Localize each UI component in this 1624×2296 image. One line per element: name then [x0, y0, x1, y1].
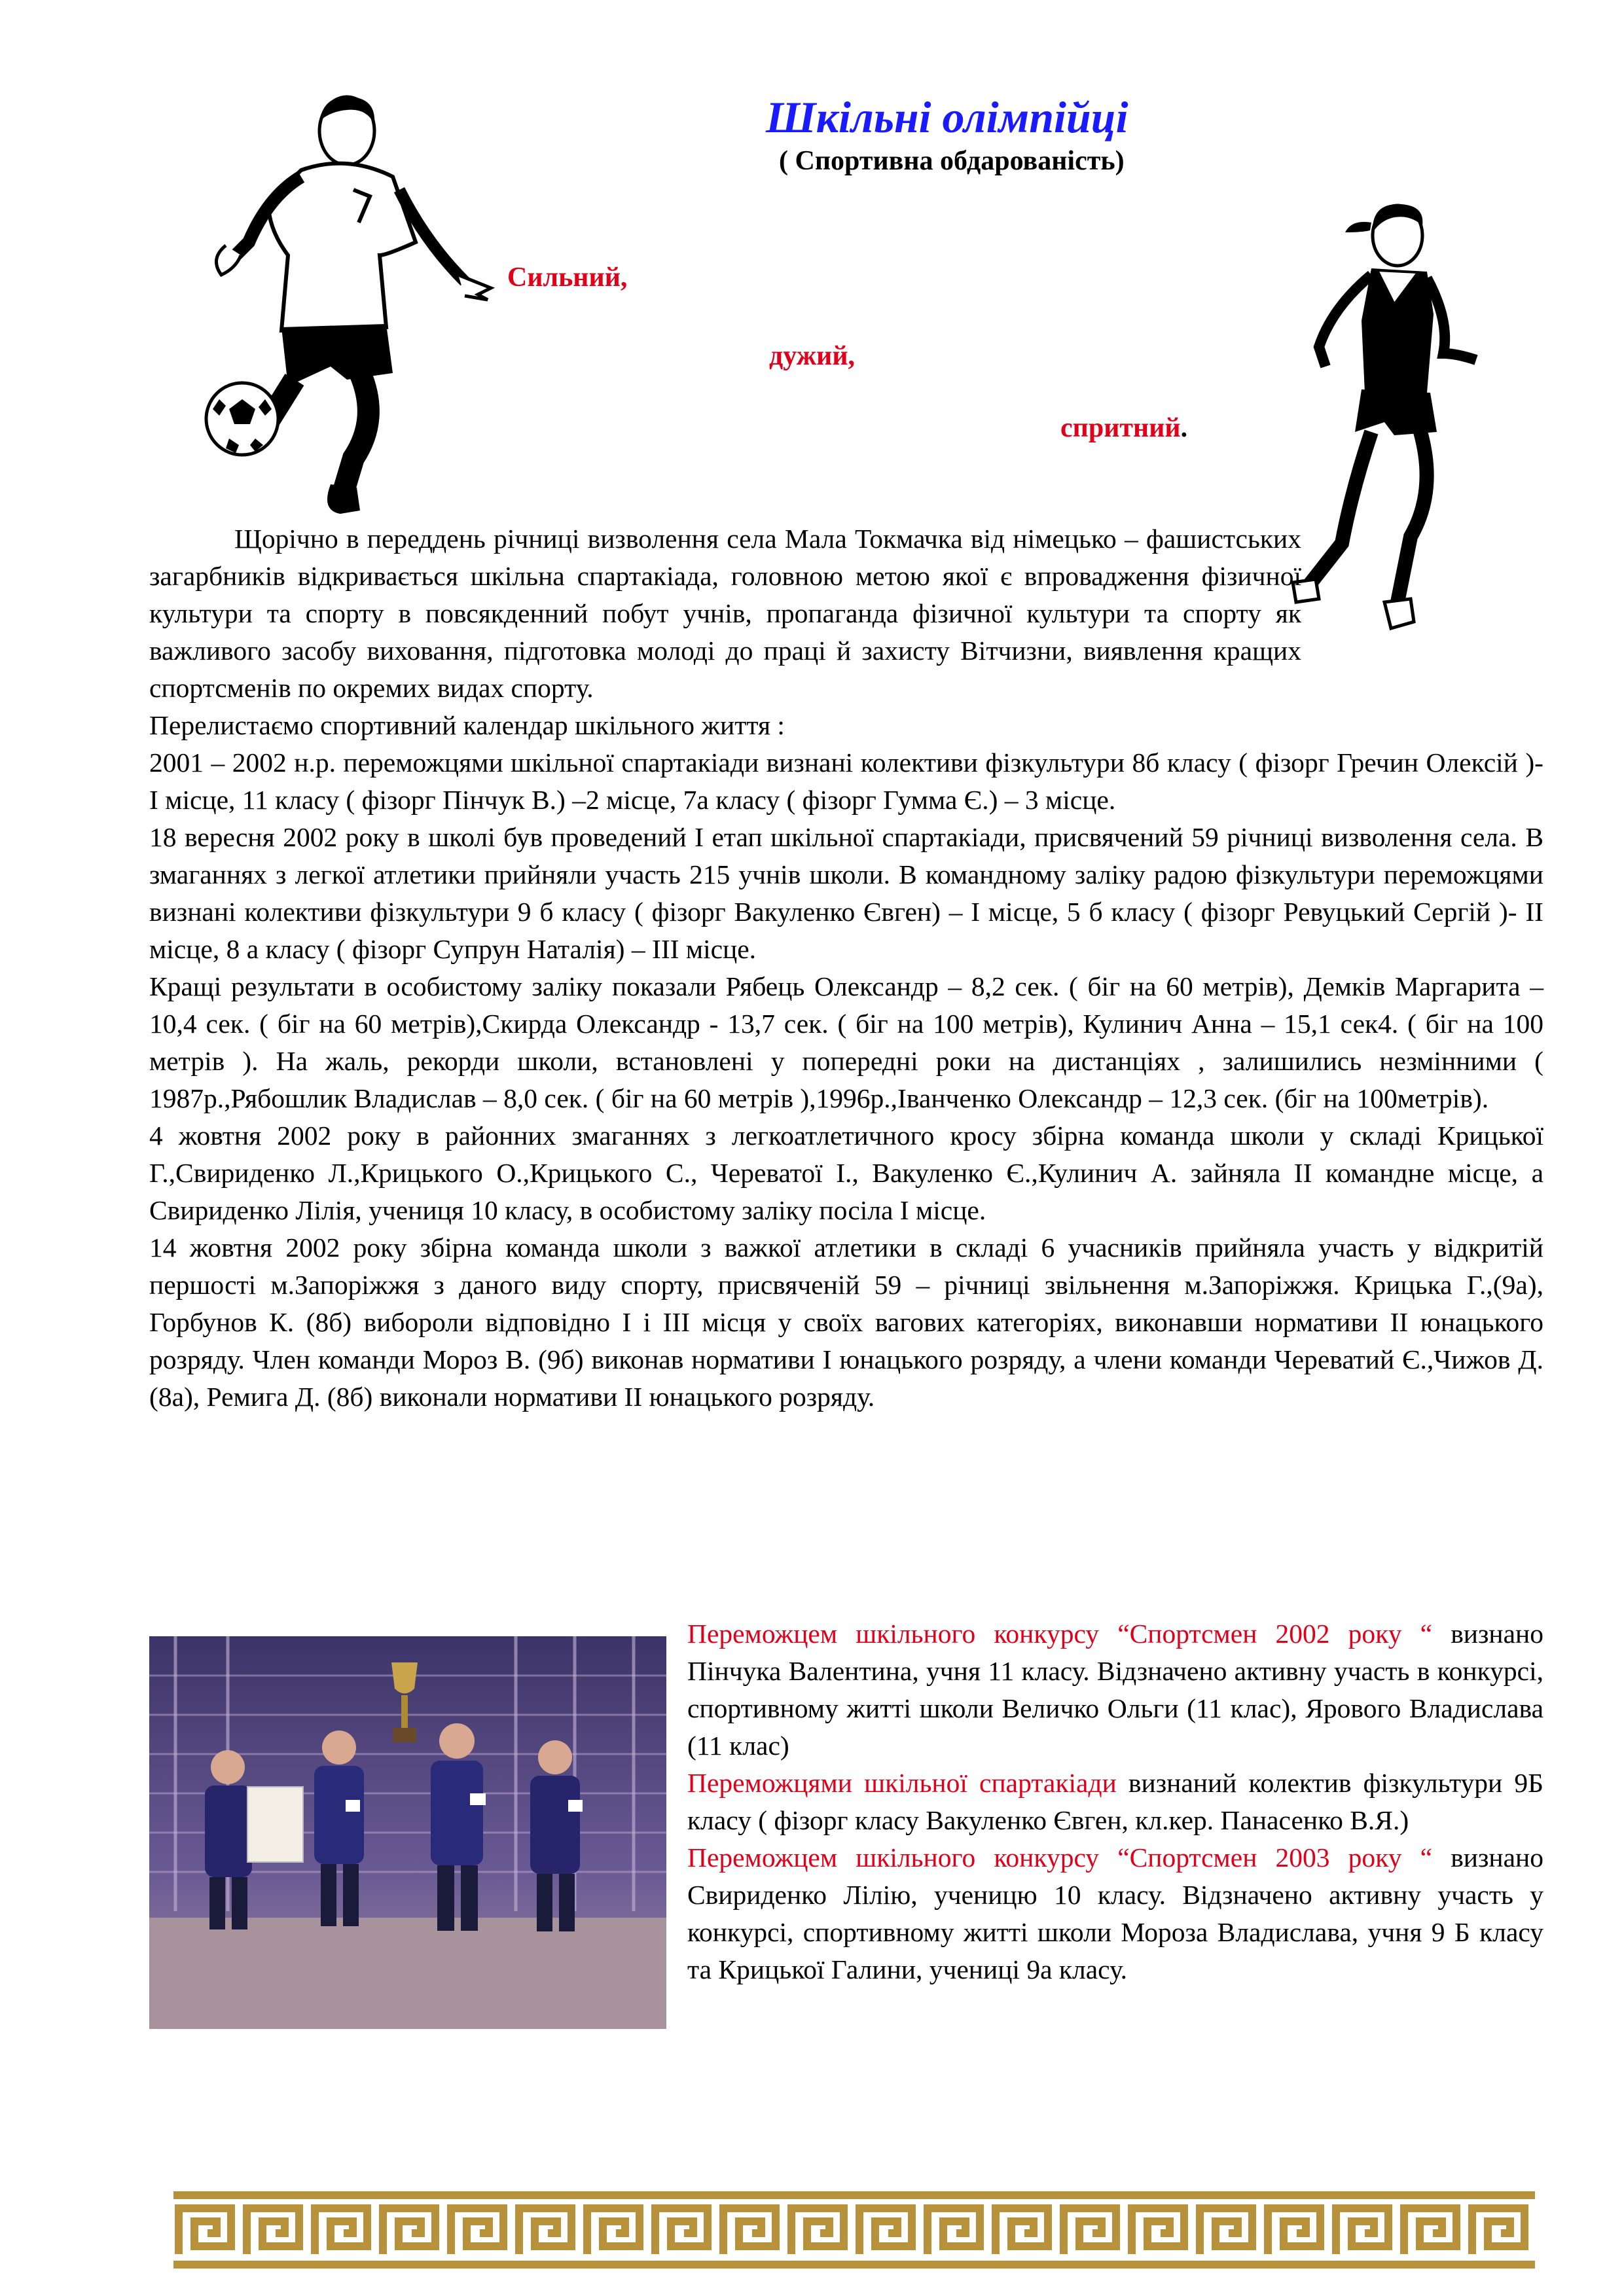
- paragraph-calendar: Перелистаємо спортивний календар шкільного життя :: [149, 710, 785, 740]
- greek-key-border: [173, 2191, 1535, 2269]
- slogan-strong: Сильний,: [507, 262, 628, 293]
- page-subtitle: ( Спортивна обдарованість): [779, 146, 1125, 176]
- page-title: Шкільні олімпійці: [766, 92, 1128, 142]
- slogan-agile: спритний.: [1060, 413, 1188, 443]
- paragraph-sept-2002: 18 вересня 2002 року в школі був проведений І етап шкільної спартакіади, присвячений 59 річниці визволення села. В змаганнях з легкої атлетики прийняли участь 215 учнів школи. В командному заліку радою фізкультури переможцями визнані колективи фізкультури 9 б класу ( фізорг Вакуленко Євген) – І місце, 5 б класу ( фізорг Ревуцький Сергій )- ІІ місце, 8 а класу ( фізорг Супрун Наталія) – ІІІ місце.: [149, 822, 1543, 964]
- paragraph-results: Кращі результати в особистому заліку показали Рябець Олександр – 8,2 сек. ( біг на 60 метрів), Демків Маргарита – 10,4 сек. ( біг на 60 метрів),Скирда Олександр - 13,7 сек. ( біг на 100 метрів), Кулинич Анна – 15,1 сек4. ( біг на 100 метрів ). На жаль, рекорди школи, встановлені у попередні роки на дистанціях , залишились незмінними ( 1987р.,Рябошлик Владислав – 8,0 сек. ( біг на 60 метрів ),1996р.,Іванченко Олександр – 12,3 сек. (біг на 100метрів).: [149, 971, 1543, 1113]
- paragraph-2001: 2001 – 2002 н.р. переможцями шкільної спартакіади визнані колективи фізкультури 8б класу ( фізорг Гречин Олексій )- І місце, 11 класу ( фізорг Пінчук В.) –2 місце, 7а класу ( фізорг Гумма Є.) – 3 місце.: [149, 747, 1543, 815]
- article-body: [149, 520, 1543, 1416]
- football-player-icon: [190, 92, 497, 517]
- award-2003: Переможцем шкільного конкурсу “Спортсмен 2003 року “ визнано Свириденко Лілію, ученицю 10 класу. Відзначено активну участь у конкурсі, спортивному житті школи Мороза Владислава, учня 9 Б класу та Крицької Галини, учениці 9а класу.: [687, 1842, 1543, 1984]
- slogan-powerful: дужий,: [769, 341, 856, 371]
- award-spartakiad: Переможцями шкільної спартакіади визнаний колектив фізкультури 9Б класу ( фізорг класу Вакуленко Євген, кл.кер. Панасенко В.Я.): [687, 1768, 1543, 1835]
- paragraph-oct4-2002: 4 жовтня 2002 року в районних змаганнях з легкоатлетичного кросу збірна команда школи у складі Крицької Г.,Свириденко Л.,Крицького О.,Крицького С., Череватої І., Вакуленко Є.,Кулинич А. зайняла ІІ командне місце, а Свириденко Лілія, учениця 10 класу, в особистому заліку посіла І місце.: [149, 1121, 1543, 1225]
- team-photo: [149, 1636, 666, 2029]
- awards-section: [687, 1615, 1543, 1988]
- paragraph-oct14-2002: 14 жовтня 2002 року збірна команда школи з важкої атлетики в складі 6 учасників прийняла участь у відкритій першості м.Запоріжжя з даного виду спорту, присвяченій 59 – річниці звільнення м.Запоріжжя. Крицька Г.,(9а), Горбунов К. (8б) вибороли відповідно І і ІІІ місця у своїх вагових категоріях, виконавши нормативи ІІ юнацького розряду. Член команди Мороз В. (9б) виконав нормативи І юнацького розряду, а члени команди Череватий Є.,Чижов Д. (8а), Ремига Д. (8б) виконали нормативи ІІ юнацького розряду.: [149, 1232, 1543, 1412]
- award-2002: Переможцем шкільного конкурсу “Спортсмен 2002 року “ визнано Пінчука Валентина, учня 11 класу. Відзначено активну участь в конкурсі, спортивному житті школи Величко Ольги (11 клас), Ярового Владислава (11 клас): [687, 1619, 1543, 1761]
- intro-paragraph: Щорічно в переддень річниці визволення села Мала Токмачка від німецько – фашистських загарбників відкривається шкільна спартакіада, головною метою якої є впровадження фізичної культури та спорту в повсякденний побут учнів, пропаганда фізичної культури та спорту як важливого засобу виховання, підготовка молоді до праці й захисту Вітчизни, виявлення кращих спортсменів по окремих видах спорту.: [149, 524, 1301, 703]
